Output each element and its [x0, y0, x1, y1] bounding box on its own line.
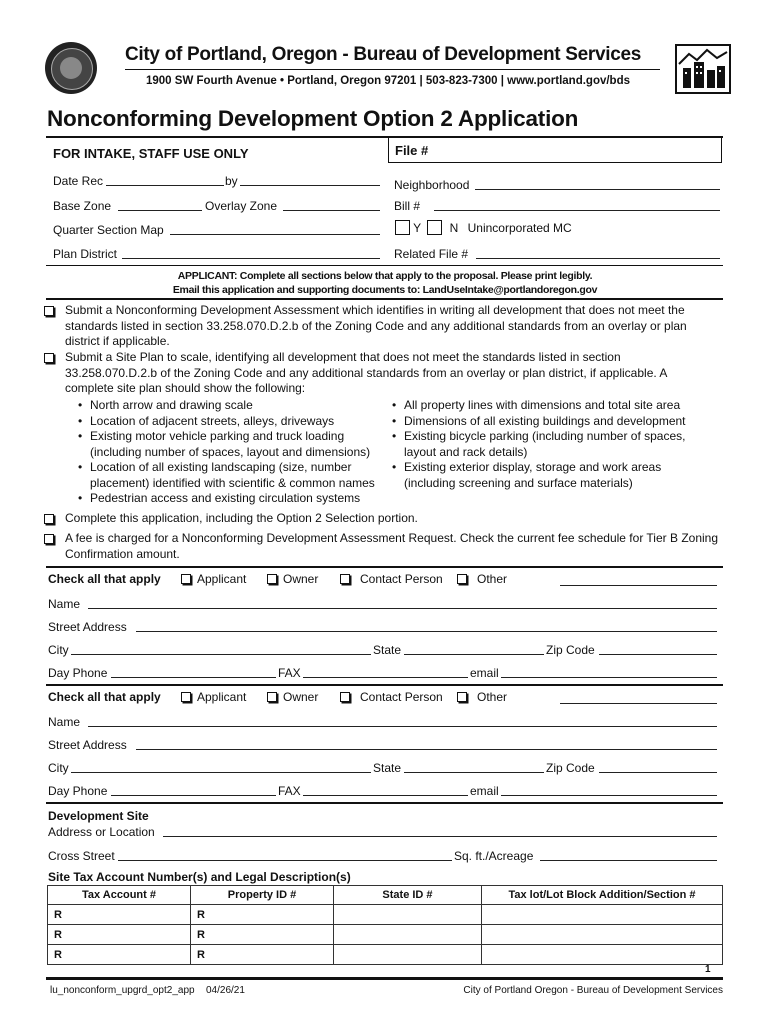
role-owner[interactable] [267, 572, 318, 586]
base-zone-field[interactable] [118, 197, 202, 211]
fax-label: FAX [278, 666, 301, 680]
email-label: email [470, 784, 499, 798]
street-field[interactable] [136, 736, 717, 750]
role-label: Contact Person [360, 690, 443, 704]
checkbox[interactable] [44, 353, 54, 363]
zip-label: Zip Code [546, 643, 595, 657]
page-title: Nonconforming Development Option 2 Application [47, 106, 579, 131]
street-label: Street Address [48, 620, 127, 634]
column-header: Property ID # [191, 886, 334, 905]
site-address-label: Address or Location [48, 825, 155, 839]
neighborhood-field[interactable] [475, 176, 720, 190]
sqft-label: Sq. ft./Acreage [454, 849, 534, 863]
role-label: Applicant [197, 572, 247, 586]
city-label: City [48, 761, 69, 775]
file-number-box[interactable] [388, 137, 722, 163]
bill-field[interactable] [434, 197, 720, 211]
cross-street-label: Cross Street [48, 849, 115, 863]
site-address-field[interactable] [163, 823, 717, 837]
table-row [48, 925, 723, 945]
form-date: 04/26/21 [206, 985, 245, 996]
plan-district-label: Plan District [53, 247, 118, 261]
by-label: by [225, 174, 238, 188]
contact-2-roles [48, 690, 723, 706]
notice-line-1: APPLICANT: Complete all sections below that apply to the proposal. Please print legibly. [177, 270, 593, 282]
list-item: • Existing bicycle parking (including number of spaces, layout and rack details) [390, 429, 710, 460]
checklist-rule [46, 566, 723, 568]
tax-lot-cell[interactable] [482, 905, 723, 925]
fax-field[interactable] [303, 664, 468, 678]
role-label: Other [477, 572, 508, 586]
checkbox[interactable] [44, 306, 54, 316]
cross-street-field[interactable] [118, 847, 452, 861]
fax-field[interactable] [303, 782, 468, 796]
day-phone-field[interactable] [111, 782, 276, 796]
unincorporated-label: Unincorporated MC [467, 221, 572, 235]
checkbox[interactable] [181, 574, 191, 584]
name-field[interactable] [88, 595, 717, 609]
checklist-item-3 [44, 511, 724, 527]
day-phone-label: Day Phone [48, 784, 108, 798]
checkbox[interactable] [457, 692, 467, 702]
city-field[interactable] [71, 641, 371, 655]
name-label: Name [48, 715, 81, 729]
intake-bottom-rule [46, 265, 723, 266]
no-label: N [449, 221, 459, 235]
checklist-item-2-text: Submit a Site Plan to scale, identifying all development that does not meet the standards listed in section 33.258.070.D.2.b of the Zoning Code and any additional standards from an overlay or plan district, if applicable. A complete site plan should show the following: [65, 350, 667, 395]
yes-label: Y [413, 221, 421, 235]
list-item: • Dimensions of all existing buildings and development [390, 414, 710, 430]
city-label: City [48, 643, 69, 657]
table-row [48, 945, 723, 965]
unincorporated-row [395, 220, 572, 235]
tax-account-cell[interactable]: R [48, 905, 191, 925]
checkbox[interactable] [340, 574, 350, 584]
bill-label: Bill # [394, 199, 421, 213]
tax-account-cell[interactable]: R [48, 925, 191, 945]
yes-checkbox[interactable] [395, 220, 410, 235]
base-zone-label: Base Zone [53, 199, 112, 213]
list-item: • Existing exterior display, storage and work areas (including screening and surface materials) [390, 460, 710, 491]
overlay-zone-label: Overlay Zone [205, 199, 278, 213]
checkbox[interactable] [267, 574, 277, 584]
neighborhood-label: Neighborhood [394, 178, 470, 192]
check-all-label: Check all that apply [48, 690, 161, 704]
city-field[interactable] [71, 759, 371, 773]
role-other[interactable] [457, 690, 507, 704]
checkbox[interactable] [267, 692, 277, 702]
checkbox[interactable] [181, 692, 191, 702]
role-other[interactable] [457, 572, 507, 586]
tax-account-table [47, 885, 723, 965]
file-number-label: File # [395, 143, 429, 158]
name-field[interactable] [88, 713, 717, 727]
table-header-row [48, 886, 723, 905]
checkbox[interactable] [340, 692, 350, 702]
page-number: 1 [705, 964, 711, 975]
name-label: Name [48, 597, 81, 611]
role-label: Owner [283, 690, 319, 704]
list-item: • Existing motor vehicle parking and truck loading (including number of spaces, layout and dimensions) [76, 429, 394, 460]
role-owner[interactable] [267, 690, 318, 704]
list-item: • Location of adjacent streets, alleys, driveways [76, 414, 394, 430]
role-label: Applicant [197, 690, 247, 704]
role-applicant[interactable] [181, 690, 246, 704]
table-row [48, 905, 723, 925]
property-id-cell[interactable]: R [191, 925, 334, 945]
property-id-cell[interactable]: R [191, 905, 334, 925]
overlay-zone-field[interactable] [283, 197, 380, 211]
email-label: email [470, 666, 499, 680]
role-applicant[interactable] [181, 572, 246, 586]
checkbox[interactable] [457, 574, 467, 584]
org-address: 1900 SW Fourth Avenue • Portland, Oregon 97201 | 503-823-7300 | www.portland.gov/bds [146, 75, 631, 87]
contact-1-roles [48, 572, 723, 588]
street-label: Street Address [48, 738, 127, 752]
checklist-item-2 [44, 350, 724, 397]
state-field[interactable] [404, 759, 544, 773]
other-field[interactable] [560, 690, 717, 704]
site-heading: Development Site [48, 809, 149, 823]
checklist-item-1-text: Submit a Nonconforming Development Assessment which identifies in writing all development that does not meet the standards listed in section 33.258.070.D.2.b of the Zoning Code and any additional standards from an overlay or plan district if applicable. [65, 303, 687, 348]
state-id-cell[interactable] [334, 905, 482, 925]
tax-account-cell[interactable]: R [48, 945, 191, 965]
role-contact-person[interactable] [340, 690, 443, 704]
checklist-item-1 [44, 303, 724, 350]
column-header: State ID # [334, 886, 482, 905]
email-field[interactable] [501, 664, 717, 678]
date-rec-field[interactable] [106, 172, 224, 186]
date-rec-label: Date Rec [53, 174, 104, 188]
bds-logo [675, 44, 731, 94]
footer-rule [46, 977, 723, 980]
zip-label: Zip Code [546, 761, 595, 775]
list-item: • Pedestrian access and existing circulation systems [76, 491, 394, 507]
list-item: • North arrow and drawing scale [76, 398, 394, 414]
state-id-cell[interactable] [334, 925, 482, 945]
notice-rule [46, 298, 723, 300]
state-label: State [373, 761, 402, 775]
role-label: Owner [283, 572, 319, 586]
intake-heading: FOR INTAKE, STAFF USE ONLY [53, 146, 249, 161]
checklist-item-3-text: Complete this application, including the Option 2 Selection portion. [65, 511, 418, 525]
by-field[interactable] [240, 172, 380, 186]
footer-org: City of Portland Oregon - Bureau of Development Services [463, 985, 723, 996]
site-plan-bullets-right [390, 398, 710, 491]
column-header: Tax Account # [48, 886, 191, 905]
form-id: lu_nonconform_upgrd_opt2_app [50, 985, 195, 996]
state-id-cell[interactable] [334, 945, 482, 965]
checkbox[interactable] [44, 534, 54, 544]
related-file-field[interactable] [476, 245, 720, 259]
role-contact-person[interactable] [340, 572, 443, 586]
list-item: • Location of all existing landscaping (size, number placement) identified with scientific & common names [76, 460, 394, 491]
zip-field[interactable] [599, 759, 717, 773]
column-header: Tax lot/Lot Block Addition/Section # [482, 886, 723, 905]
quarter-section-field[interactable] [170, 221, 380, 235]
related-file-label: Related File # [394, 247, 469, 261]
city-seal [45, 42, 97, 94]
fax-label: FAX [278, 784, 301, 798]
checklist-item-4-text: A fee is charged for a Nonconforming Development Assessment Request. Check the current fee schedule for Tier B Zoning Confirmation amount. [65, 531, 719, 561]
day-phone-label: Day Phone [48, 666, 108, 680]
list-item: • All property lines with dimensions and total site area [390, 398, 710, 414]
role-label: Other [477, 690, 508, 704]
zip-field[interactable] [599, 641, 717, 655]
tax-lot-cell[interactable] [482, 925, 723, 945]
street-field[interactable] [136, 618, 717, 632]
role-label: Contact Person [360, 572, 443, 586]
other-field[interactable] [560, 572, 717, 586]
notice-line-2: Email this application and supporting documents to: LandUseIntake@portlandoregon.gov [172, 284, 598, 296]
plan-district-field[interactable] [122, 245, 380, 259]
org-name: City of Portland, Oregon - Bureau of Development Services [125, 44, 642, 65]
state-label: State [373, 643, 402, 657]
header-rule [125, 69, 660, 70]
sqft-field[interactable] [540, 847, 717, 861]
tax-lot-cell[interactable] [482, 945, 723, 965]
tax-heading: Site Tax Account Number(s) and Legal Description(s) [48, 870, 351, 884]
email-field[interactable] [501, 782, 717, 796]
checklist-item-4 [44, 531, 724, 562]
day-phone-field[interactable] [111, 664, 276, 678]
contact-2-rule [46, 802, 723, 804]
property-id-cell[interactable]: R [191, 945, 334, 965]
contact-1-rule [46, 684, 723, 686]
no-checkbox[interactable] [427, 220, 442, 235]
quarter-section-label: Quarter Section Map [53, 223, 164, 237]
site-plan-bullets-left [76, 398, 394, 507]
checkbox[interactable] [44, 514, 54, 524]
state-field[interactable] [404, 641, 544, 655]
check-all-label: Check all that apply [48, 572, 161, 586]
